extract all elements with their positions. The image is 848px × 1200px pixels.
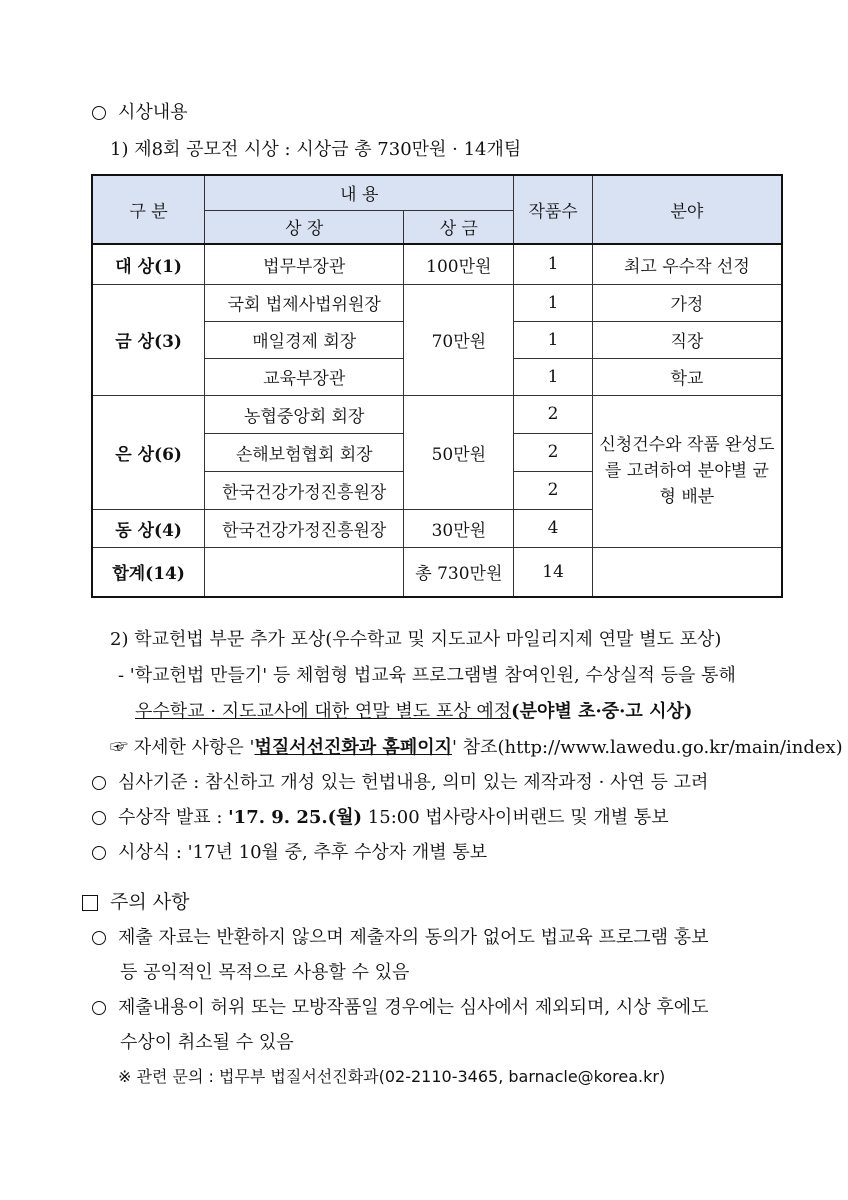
col-award-header: 상 장 xyxy=(205,210,404,244)
cell-category: 동 상(4) xyxy=(92,509,205,547)
cell-count: 1 xyxy=(514,284,592,321)
cell-prize: 70만원 xyxy=(404,284,514,395)
criteria-item xyxy=(92,768,708,794)
announce-prefix: 수상작 발표 : xyxy=(118,807,229,828)
award-section-heading xyxy=(92,98,188,124)
cell-award: 한국건강가정진흥원장 xyxy=(205,471,404,509)
cell-award: 매일경제 회장 xyxy=(205,321,404,358)
table-row xyxy=(92,244,782,284)
cell-award: 국회 법제사법위원장 xyxy=(205,284,404,321)
contact-note: ※ 관련 문의 : 법무부 법질서선진화과(02-2110-3465, barnacle@korea.kr) xyxy=(118,1067,666,1086)
caution-item-2-line-1: 제출내용이 허위 또는 모방작품일 경우에는 심사에서 제외되며, 시상 후에도 xyxy=(118,997,709,1018)
circle-bullet-icon xyxy=(92,776,106,790)
cell-count: 2 xyxy=(514,433,592,471)
circle-bullet-icon xyxy=(92,1001,106,1015)
cell-count: 2 xyxy=(514,471,592,509)
col-prize-header: 상 금 xyxy=(404,210,514,244)
cell-award: 손해보험협회 회장 xyxy=(205,433,404,471)
announce-suffix: 15:00 법사랑사이버랜드 및 개별 통보 xyxy=(362,807,669,828)
cell-prize: 총 730만원 xyxy=(404,547,514,597)
sub2-bold-text: (분야별 초·중·고 시상) xyxy=(511,701,693,722)
circle-bullet-icon xyxy=(92,931,106,945)
cell-field-merged: 신청건수와 작품 완성도를 고려하여 분야별 균형 배분 xyxy=(592,395,782,547)
cell-count: 14 xyxy=(514,547,592,597)
reference-note-suffix: ' 참조 xyxy=(452,737,498,758)
cell-prize: 30만원 xyxy=(404,509,514,547)
caution-heading-text: 주의 사항 xyxy=(110,891,190,913)
sub2-dash-line: - '학교헌법 만들기' 등 체험형 법교육 프로그램별 참여인원, 수상실적 등을 통해 xyxy=(118,665,736,686)
ceremony-item xyxy=(92,838,487,864)
cell-field: 학교 xyxy=(592,358,782,395)
cell-prize: 100만원 xyxy=(404,244,514,284)
cell-category: 은 상(6) xyxy=(92,395,205,509)
cell-award xyxy=(205,547,404,597)
cell-category: 금 상(3) xyxy=(92,284,205,395)
announce-item xyxy=(92,803,669,829)
caution-item-1-line-1: 제출 자료는 반환하지 않으며 제출자의 동의가 없어도 법교육 프로그램 홍보 xyxy=(118,927,709,948)
col-count-header: 작품수 xyxy=(514,175,592,244)
sub2-continuation xyxy=(135,697,692,723)
cell-field: 가정 xyxy=(592,284,782,321)
reference-url[interactable]: (http://www.lawedu.go.kr/main/index) xyxy=(497,737,843,758)
table-row xyxy=(92,395,782,433)
cell-award: 한국건강가정진흥원장 xyxy=(205,509,404,547)
caution-section-heading xyxy=(82,887,189,914)
award-table xyxy=(91,174,783,598)
cell-award: 법무부장관 xyxy=(205,244,404,284)
reference-note xyxy=(110,733,843,759)
square-bullet-icon xyxy=(82,895,98,911)
col-field-header: 분야 xyxy=(592,175,782,244)
circle-bullet-icon xyxy=(92,846,106,860)
criteria-text: 심사기준 : 참신하고 개성 있는 헌법내용, 의미 있는 제작과정 · 사연 등 고려 xyxy=(118,772,709,793)
homepage-link[interactable]: 법질서선진화과 홈페이지 xyxy=(254,737,452,758)
table-row xyxy=(92,284,782,321)
cell-category: 합계(14) xyxy=(92,547,205,597)
cell-count: 1 xyxy=(514,244,592,284)
cell-count: 1 xyxy=(514,321,592,358)
circle-bullet-icon xyxy=(92,106,106,120)
circle-bullet-icon xyxy=(92,811,106,825)
cell-award: 농협중앙회 회장 xyxy=(205,395,404,433)
caution-item-1-line-2: 등 공익적인 목적으로 사용할 수 있음 xyxy=(120,962,410,983)
cell-field: 직장 xyxy=(592,321,782,358)
award-subheading-1: 1) 제8회 공모전 시상 : 시상금 총 730만원 · 14개팀 xyxy=(110,139,522,160)
col-category-header: 구 분 xyxy=(92,175,205,244)
cell-prize: 50만원 xyxy=(404,395,514,509)
cell-field: 최고 우수작 선정 xyxy=(592,244,782,284)
cell-award: 교육부장관 xyxy=(205,358,404,395)
ceremony-text: 시상식 : '17년 10월 중, 추후 수상자 개별 통보 xyxy=(118,842,488,863)
cell-count: 4 xyxy=(514,509,592,547)
table-total-row xyxy=(92,547,782,597)
sub2-underlined-text: 우수학교 · 지도교사에 대한 연말 별도 포상 예정 xyxy=(135,701,512,722)
cell-count: 1 xyxy=(514,358,592,395)
announce-date: '17. 9. 25.(월) xyxy=(228,807,363,828)
reference-note-prefix: ☞ 자세한 사항은 ' xyxy=(110,737,255,758)
cell-category: 대 상(1) xyxy=(92,244,205,284)
cell-field xyxy=(592,547,782,597)
caution-item-2 xyxy=(92,993,709,1019)
col-content-header: 내 용 xyxy=(205,175,514,210)
award-heading-text: 시상내용 xyxy=(118,102,188,123)
caution-item-2-line-2: 수상이 취소될 수 있음 xyxy=(120,1032,294,1053)
caution-item-1 xyxy=(92,923,709,949)
award-subheading-2: 2) 학교헌법 부문 추가 포상(우수학교 및 지도교사 마일리지제 연말 별도 포상) xyxy=(110,629,722,650)
cell-count: 2 xyxy=(514,395,592,433)
